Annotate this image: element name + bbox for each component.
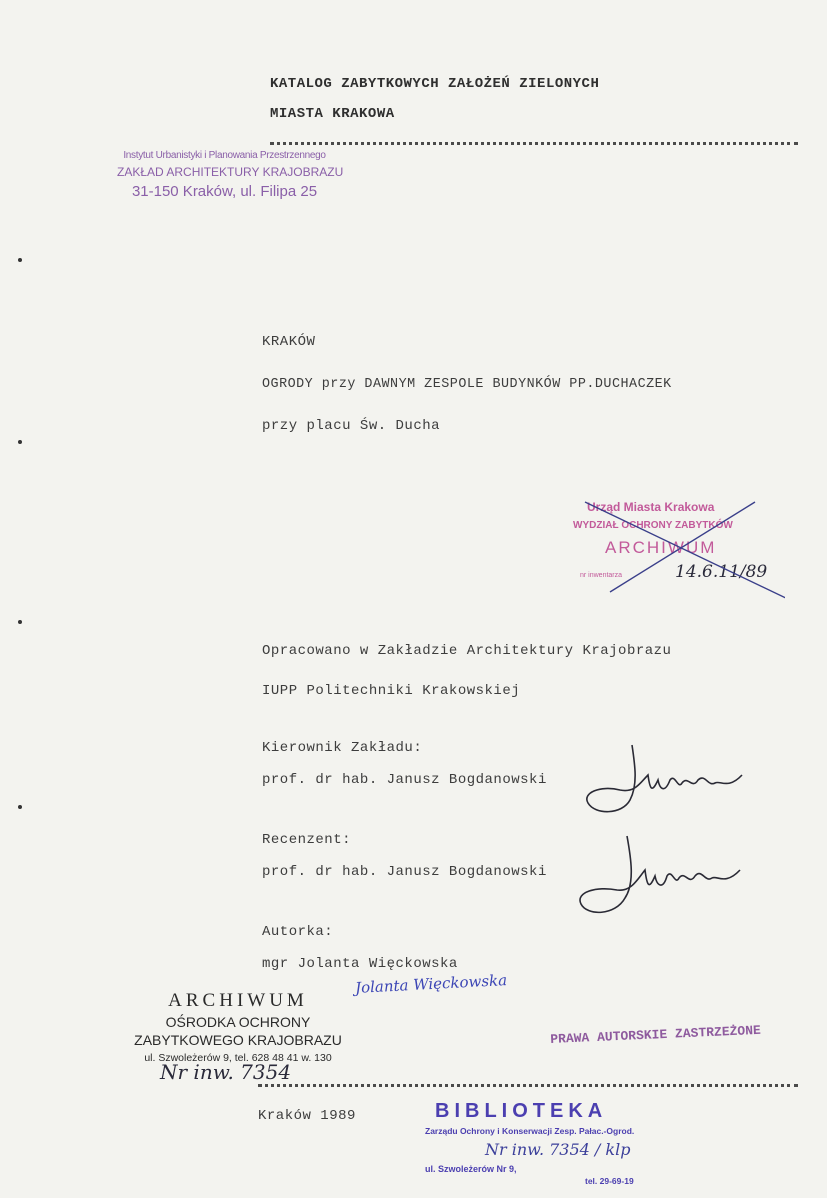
- archive-stamp-line2: WYDZIAŁ OCHRONY ZABYTKÓW: [573, 520, 733, 531]
- author-label: Autorka:: [262, 924, 334, 940]
- institute-stamp-line1: Instytut Urbanistyki i Planowania Przestrzennego: [123, 150, 326, 161]
- reviewer-name: prof. dr hab. Janusz Bogdanowski: [262, 864, 547, 880]
- bottom-dashed-rule: [258, 1084, 798, 1087]
- osrodek-inventory-number: Nr inw. 7354: [160, 1060, 292, 1084]
- punch-mark: [18, 258, 22, 262]
- institute-stamp-line3: 31-150 Kraków, ul. Filipa 25: [131, 183, 318, 200]
- institute-stamp-line2: ZAKŁAD ARCHITEKTURY KRAJOBRAZU: [117, 165, 344, 179]
- place-year: Kraków 1989: [258, 1108, 356, 1124]
- osrodek-stamp-line1: ARCHIWUM: [168, 990, 308, 1011]
- osrodek-stamp-line4: ul. Szwoleżerów 9, tel. 628 48 41 w. 130: [144, 1052, 332, 1064]
- archive-stamp-line3: ARCHIWUM: [605, 538, 717, 557]
- cross-out-lines: [565, 500, 785, 600]
- author-name: mgr Jolanta Więckowska: [262, 956, 458, 972]
- signature-reviewer: [575, 828, 745, 923]
- author-signature: Jolanta Więckowska: [354, 971, 508, 997]
- library-stamp-line3: Nr inw. 7354 / klp: [485, 1140, 631, 1159]
- osrodek-stamp-line3: ZABYTKOWEGO KRAJOBRAZU: [134, 1032, 342, 1048]
- osrodek-stamp-line2: OŚRODKA OCHRONY: [165, 1014, 311, 1030]
- punch-mark: [18, 805, 22, 809]
- punch-mark: [18, 440, 22, 444]
- archive-stamp: [565, 500, 785, 600]
- osrodek-stamp: [108, 990, 368, 1064]
- punch-mark: [18, 620, 22, 624]
- library-stamp: [425, 1100, 665, 1195]
- head-name: prof. dr hab. Janusz Bogdanowski: [262, 772, 547, 788]
- head-label: Kierownik Zakładu:: [262, 740, 423, 756]
- institute-stamp: [117, 150, 344, 200]
- title-location: przy placu Św. Ducha: [262, 418, 441, 434]
- archive-stamp-line1: Urząd Miasta Krakowa: [587, 500, 715, 514]
- title-subject: OGRODY przy DAWNYM ZESPOLE BUDYNKÓW PP.DUCHACZEK: [262, 377, 672, 392]
- archive-inventory-number: 14.6.11/89: [675, 562, 768, 582]
- library-stamp-line2: Zarządu Ochrony i Konserwacji Zesp. Pałac.-Ogrod.: [425, 1126, 635, 1136]
- title-city: KRAKÓW: [262, 334, 316, 350]
- reviewer-label: Recenzent:: [262, 832, 352, 848]
- library-stamp-line4: ul. Szwoleżerów Nr 9,: [425, 1164, 517, 1174]
- catalog-title-line1: KATALOG ZABYTKOWYCH ZAŁOŻEŃ ZIELONYCH: [270, 76, 600, 92]
- top-dashed-rule: [270, 142, 798, 145]
- library-stamp-line5: tel. 29-69-19: [585, 1176, 634, 1186]
- library-stamp-line1: BIBLIOTEKA: [435, 1100, 608, 1122]
- catalog-title-line2: MIASTA KRAKOWA: [270, 106, 395, 122]
- prepared-line1: Opracowano w Zakładzie Architektury Krajobrazu: [262, 643, 672, 659]
- prepared-line2: IUPP Politechniki Krakowskiej: [262, 683, 521, 699]
- archive-stamp-line4-label: nr inwentarza: [580, 572, 623, 579]
- rights-reserved: PRAWA AUTORSKIE ZASTRZEŻONE: [550, 1022, 762, 1047]
- signature-head: [580, 735, 750, 820]
